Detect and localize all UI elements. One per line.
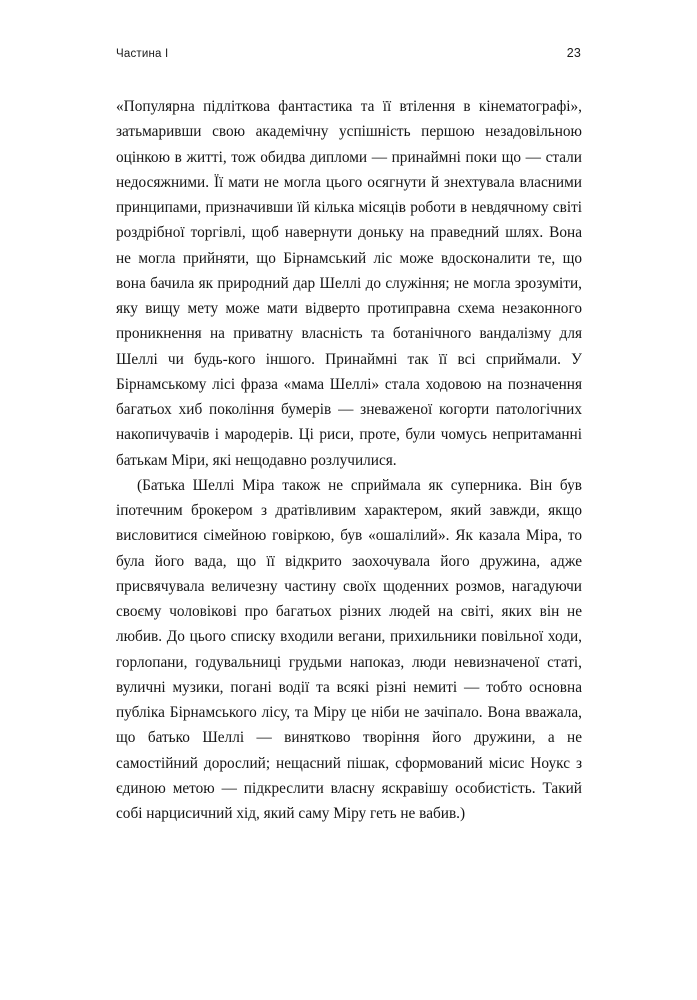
paragraph: (Батька Шеллі Міра також не сприймала як суперника. Він був іпотечним брокером з дратівливим характером, який завжди, якщо висловитися сімейною говіркою, був «ошалілий». Як казала Міра, то була його вада, що її відкрито заохочувала його дружина, адже присвячувала величезну частину своїх щоденних розмов, нагадуючи своєму чоловікові про багатьох різних людей на світі, яких він не любив. До цього списку входили вегани, прихильники повільної ходи, горлопани, годувальниці грудьми напоказ, люди невизначеної статі, вуличні музики, погані водії та всякі різні немитi — тобто основна публіка Бірнамського лісу, та Міру це ніби не зачіпало. Вона вважала, що батько Шеллі — винятково творіння його дружини, а не самостійний дорослий; нещасний пішак, сформований місис Ноукс з єдиною метою — підкреслити власну яскравішу особистість. Такий собі нарцисичний хід, який саму Міру геть не вабив.) [116,476,582,822]
section-label: Частина I [116,48,169,60]
page-number: 23 [566,46,581,60]
body-text [116,94,582,826]
running-head [116,46,581,60]
paragraph: «Популярна підліткова фантастика та її втілення в кінематографі», затьмаривши свою академічну успішність першою незадовільною оцінкою в житті, тож обидва дипломи — принаймні поки що — стали недосяжними. Її мати не могла цього осягнути й знехтувала власними принципами, призначивши їй кілька місяців роботи в невдячному світі роздрібної торгівлі, щоб навернути доньку на праведний шлях. Вона не могла прийняти, що Бірнамський ліс може вдосконалити те, що вона бачила як природний дар Шеллі до служіння; не могла зрозуміти, яку вищу мету може мати відверто протиправна схема незаконного проникнення на приватну власність та ботанічного вандалізму для Шеллі чи будь-кого іншого. Принаймні так її всі сприймали. У Бірнамському лісі фраза «мама Шеллі» стала ходовою на позначення багатьох хиб покоління бумерів — зневаженої когорти патологічних накопичувачів і мародерів. Ці риси, проте, були чомусь непритаманні батькам Міри, які нещодавно розлучилися. [116,98,582,469]
